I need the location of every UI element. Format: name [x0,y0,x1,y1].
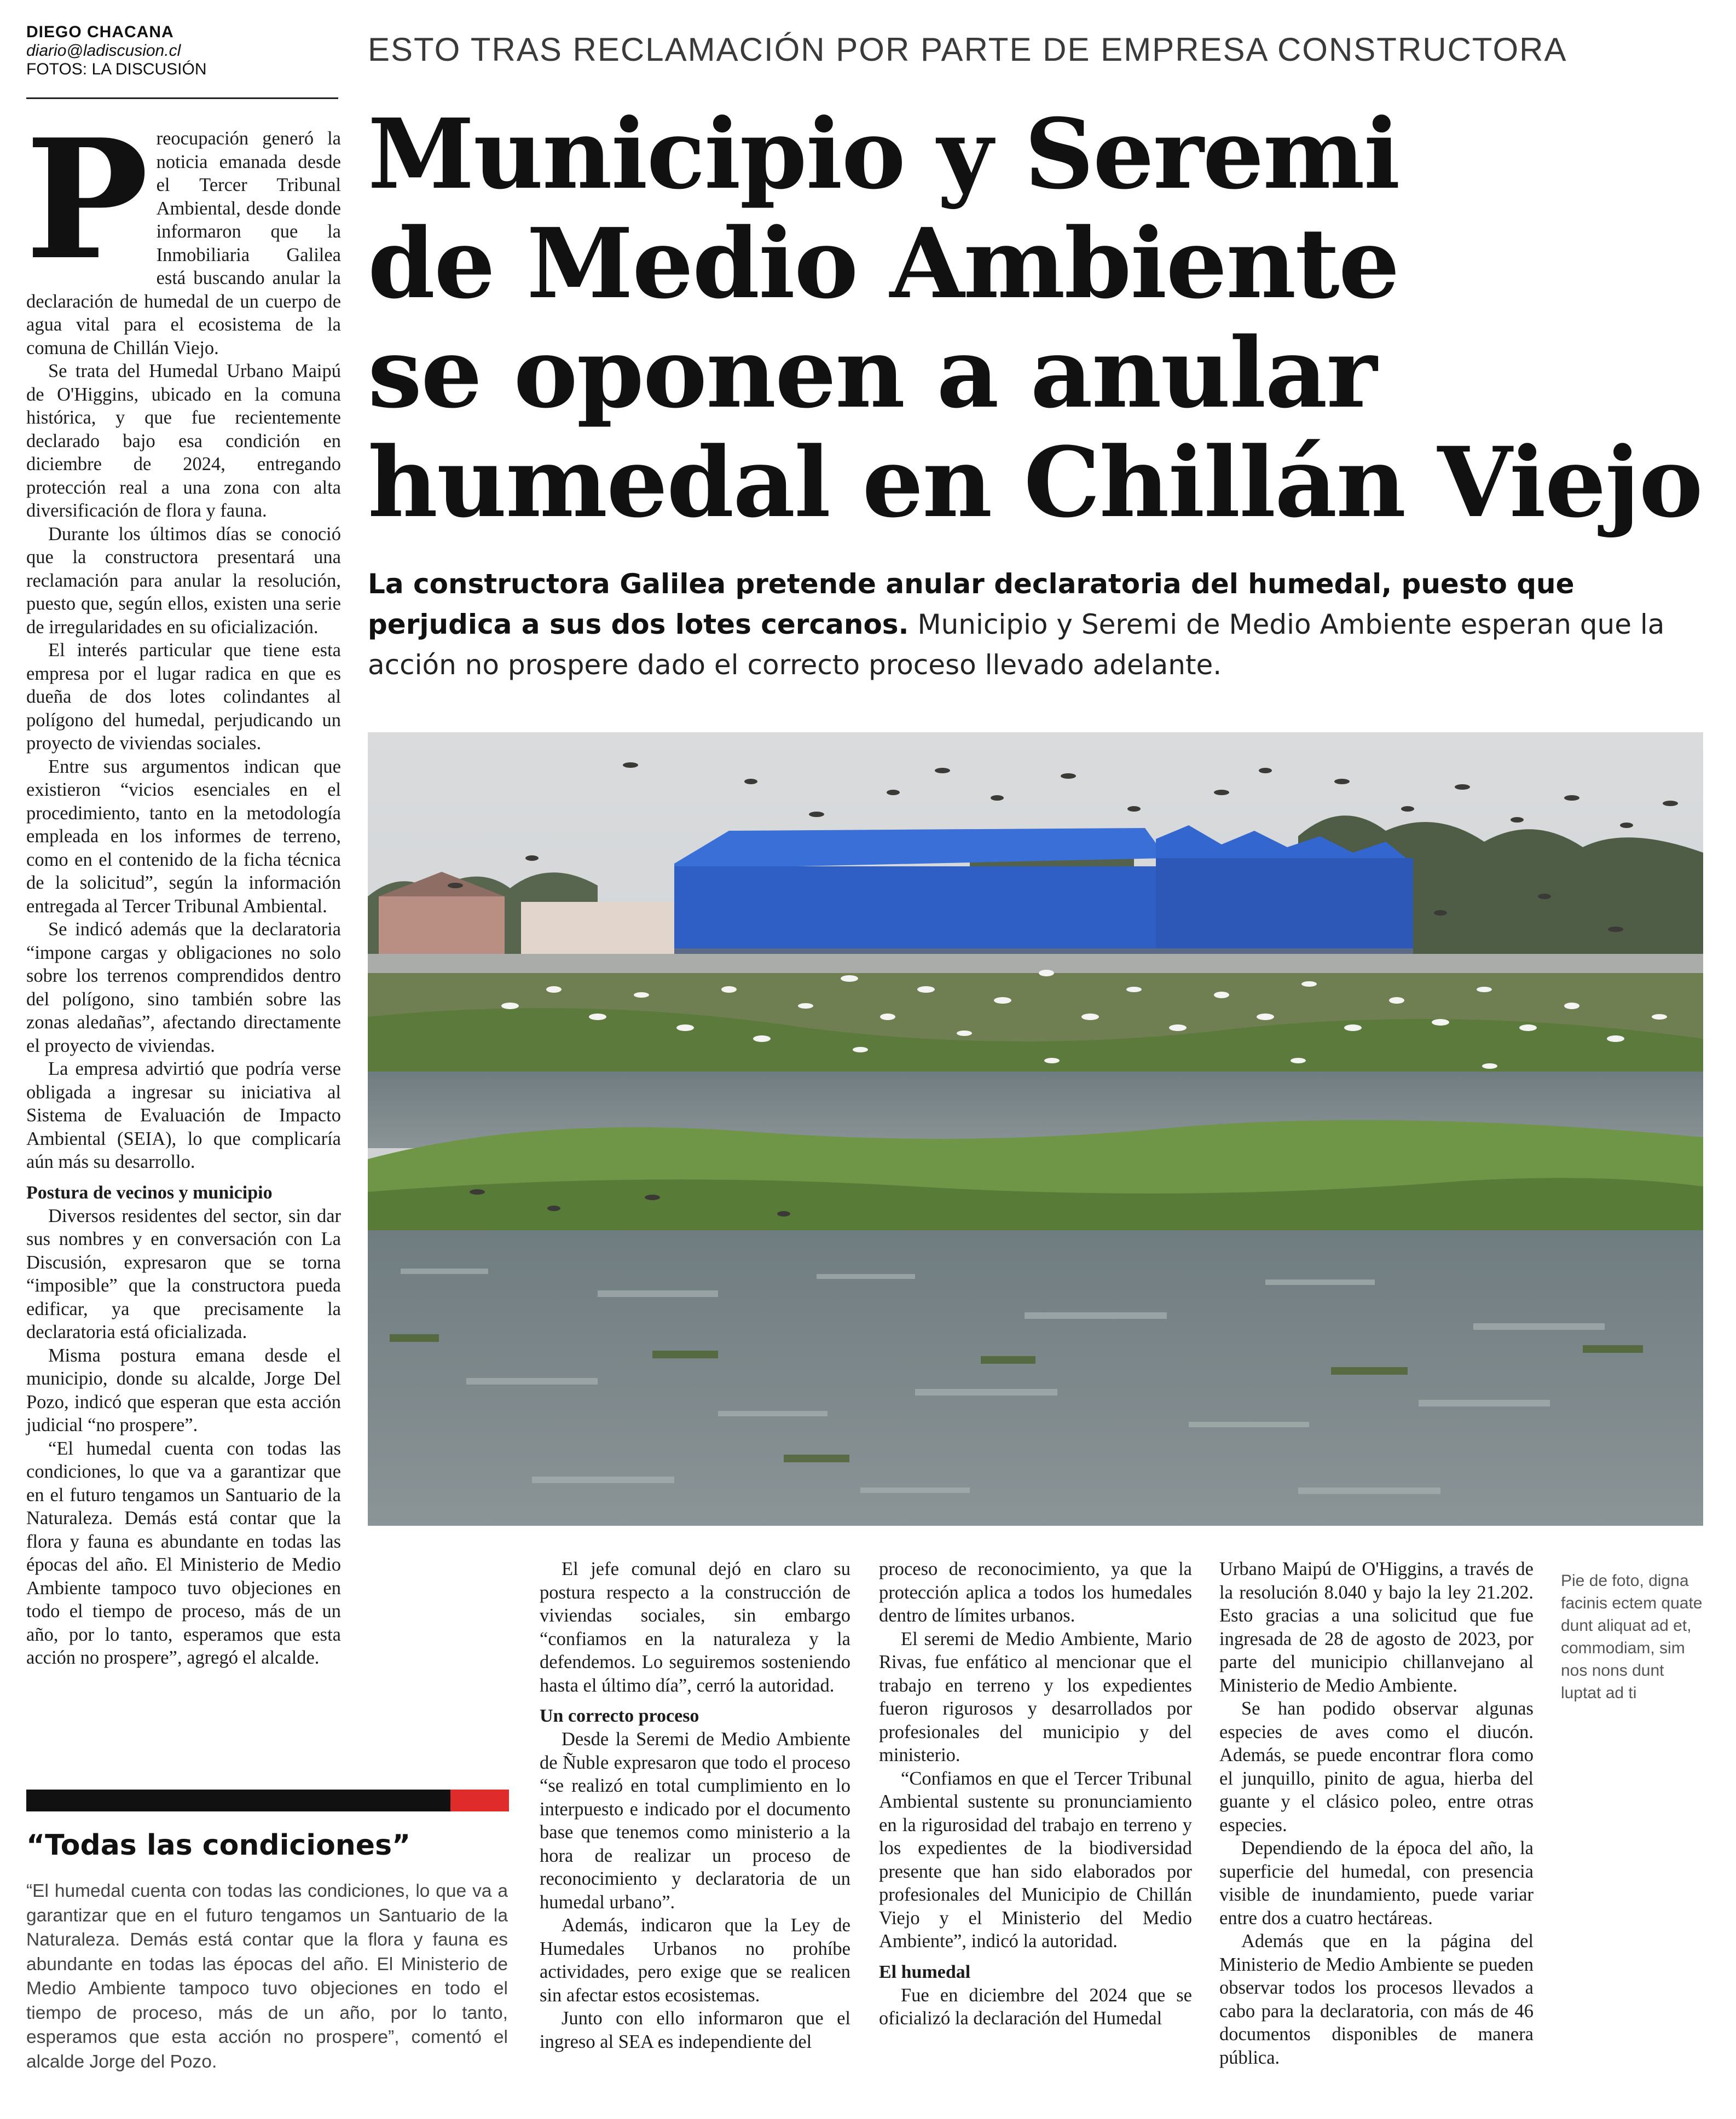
paragraph: Diversos residentes del sector, sin dar sus nombres y en conversación con La Discusión, expresaron que se torna “imposible” que la constructora pueda edificar, ya que precisamente la declaratoria está oficializada. [26,1205,341,1342]
headline-line-1: Municipio y Seremi [368,97,1399,211]
paragraph: Junto con ello informaron que el ingreso al SEA es independiente del [540,2008,850,2052]
headline-line-4: humedal en Chillán Viejo [368,426,1702,539]
paragraph: proceso de reconocimiento, ya que la protección aplica a todos los humedales dentro de límites urbanos. [879,1559,1192,1626]
subhead: El humedal [879,1961,971,1982]
paragraph: El jefe comunal dejó en claro su postura respecto a la construcción de viviendas sociales, sin embargo “confiamos en la naturaleza y la defendemos. Lo seguiremos sosteniendo hasta el último día”, cerró la autoridad. [540,1559,850,1696]
wetland-illustration [368,732,1703,1526]
sidebar-title: “Todas las condiciones” [26,1829,411,1862]
headline [368,97,1725,539]
photo-credit: FOTOS: LA DISCUSIÓN [26,60,207,78]
article-column-3 [879,1558,1192,2030]
deck-bold: La constructora Galilea pretende anular declaratoria del humedal, puesto que perjudica a sus dos lotes cercanos. [368,568,1575,640]
author-name: DIEGO CHACANA [26,23,174,41]
paragraph: Desde la Seremi de Medio Ambiente de Ñuble expresaron que todo el proceso “se realizó en total cumplimiento en lo interpuesto e indicado por el documento base que tenemos como ministerio a la hora de realizar un proceso de reconocimiento y declaratoria de un humedal urbano”. [540,1729,850,1913]
sidebar-quote: “El humedal cuenta con todas las condiciones, lo que va a garantizar que en el futuro tengamos un Santuario de la Naturaleza. Demás está contar que la flora y fauna es abundante en todas las épocas del año. El Ministerio de Medio Ambiente tampoco tuvo objeciones en todo el tiempo de proceso, más de un año, por lo tanto, esperamos que esta acción no prospere”, comentó el alcalde Jorge del Pozo. [26,1881,508,2072]
sidebar-bar-black [26,1790,450,1811]
paragraph: Además, indicaron que la Ley de Humedales Urbanos no prohíbe actividades, pero exige que se realicen sin afectar estos ecosistemas. [540,1915,850,2006]
wetland-photo [368,732,1703,1526]
paragraph: Durante los últimos días se conoció que la constructora presentará una reclamación para anular la resolución, puesto que, según ellos, existen una serie de irregularidades en su oficialización. [26,523,341,638]
paragraph: Se indicó además que la declaratoria “impone cargas y obligaciones no solo sobre los terrenos comprendidos dentro del polígono, sino también sobre las zonas aledañas”, afectando directamente el proyecto de viviendas. [26,919,341,1056]
paragraph: Se han podido observar algunas especies de aves como el diucón. Además, se puede encontrar flora como el junquillo, pinito de agua, hierba del guante y el clásico poleo, entre otras especies. [1219,1698,1534,1836]
paragraph: Entre sus argumentos indican que existieron “vicios esenciales en el procedimiento, tanto en la metodología empleada en los informes de terreno, como en el contenido de la ficha técnica de la solicitud”, según la información entregada al Tercer Tribunal Ambiental. [26,756,341,917]
headline-line-3: se oponen a anular [368,316,1376,430]
paragraph: “El humedal cuenta con todas las condiciones, lo que va a garantizar que en el futuro tengamos un Santuario de la Naturaleza. Demás está contar que la flora y fauna es abundante en todas las épocas del año. El Ministerio de Medio Ambiente tampoco tuvo objeciones en todo el tiempo de proceso, más de un año, por lo tanto, esperamos que esta acción no prospere”, agregó el alcalde. [26,1438,341,1668]
kicker: ESTO TRAS RECLAMACIÓN POR PARTE DE EMPRESA CONSTRUCTORA [368,31,1567,68]
headline-line-2: de Medio Ambiente [368,207,1399,320]
author-email: diario@ladiscusion.cl [26,42,181,60]
byline [26,23,338,79]
deck [368,564,1703,685]
deck-regular: Municipio y Seremi de Medio Ambiente esperan que la acción no prospere dado el correcto proceso llevado adelante. [368,609,1665,681]
article-column-1 [25,103,341,1670]
sidebar-bar-red [450,1790,509,1811]
paragraph: Urbano Maipú de O'Higgins, a través de la resolución 8.040 y bajo la ley 21.202. Esto gracias a una solicitud que fue ingresada de 28 de agosto de 2023, por parte del municipio chillanvejano al Ministerio de Medio Ambiente. [1219,1559,1534,1696]
paragraph: Se trata del Humedal Urbano Maipú de O'Higgins, ubicado en la comuna histórica, y que fue recientemente declarado bajo esa condición en diciembre de 2024, entregando protección real a una zona con alta diversificación de flora y fauna. [26,361,341,521]
byline-divider [26,97,338,99]
subhead: Postura de vecinos y municipio [26,1182,273,1203]
paragraph: La empresa advirtió que podría verse obligada a ingresar su iniciativa al Sistema de Evaluación de Impacto Ambiental (SEIA), lo que complicaría aún más su desarrollo. [26,1058,341,1172]
paragraph: Además que en la página del Ministerio de Medio Ambiente se pueden observar todos los procesos llevados a cabo para la declaratoria, con más de 46 documentos disponibles de manera pública. [1219,1931,1534,2068]
paragraph: Misma postura emana desde el municipio, donde su alcalde, Jorge Del Pozo, indicó que esperan que esta acción judicial “no prospere”. [26,1345,341,1435]
photo-caption: Pie de foto, digna facinis ectem quate dunt aliquat ad et, commodiam, sim nos nons dunt luptat ad ti [1561,1572,1703,1702]
paragraph: Fue en diciembre del 2024 que se oficializó la declaración del Humedal [879,1984,1192,2029]
subhead: Un correcto proceso [540,1706,699,1726]
paragraph: reocupación generó la noticia emanada desde el Tercer Tribunal Ambiental, desde donde informaron que la Inmobiliaria Galilea está buscando anular la declaración de humedal de un cuerpo de agua vital para el ecosistema de la comuna de Chillán Viejo. [26,128,341,358]
paragraph: Dependiendo de la época del año, la superficie del humedal, con presencia visible de inundamiento, puede variar entre dos a cuatro hectáreas. [1219,1838,1534,1929]
paragraph: El interés particular que tiene esta empresa por el lugar radica en que es dueña de dos lotes colindantes al polígono del humedal, perjudicando un proyecto de viviendas sociales. [26,640,341,754]
paragraph: “Confiamos en que el Tercer Tribunal Ambiental sustente su pronunciamiento en la rigurosidad del trabajo en terreno y los expedientes de la biodiversidad presente que han sido elaborados por profesionales del Municipio de Chillán Viejo y el Ministerio del Medio Ambiente”, indicó la autoridad. [879,1768,1192,1952]
article-column-2 [540,1558,850,2053]
drop-cap: P [25,103,149,296]
article-column-4 [1219,1558,1534,2069]
paragraph: El seremi de Medio Ambiente, Mario Rivas, fue enfático al mencionar que el trabajo en terreno y los expedientes fueron rigurosos y desarrollados por profesionales del municipio y del ministerio. [879,1628,1192,1765]
